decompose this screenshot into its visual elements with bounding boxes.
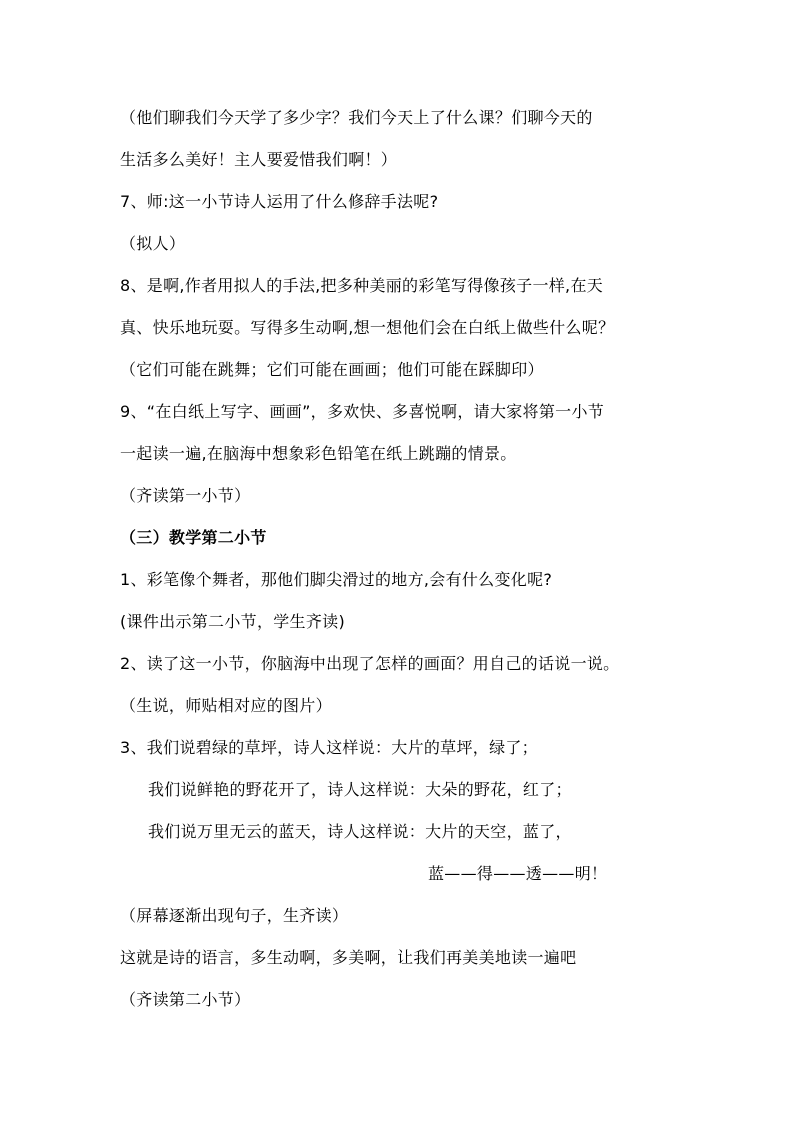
text-line-19: 蓝——得——透——明！ bbox=[428, 864, 608, 883]
text-line-5: 8、是啊,作者用拟人的手法,把多种美丽的彩笔写得像孩子一样,在天 bbox=[120, 276, 604, 295]
text-line-22: （齐读第二小节） bbox=[120, 990, 251, 1009]
text-line-4: （拟人） bbox=[120, 234, 186, 253]
text-line-21: 这就是诗的语言，多生动啊，多美啊，让我们再美美地读一遍吧 bbox=[120, 948, 577, 967]
text-line-3: 7、师:这一小节诗人运用了什么修辞手法呢? bbox=[120, 192, 439, 211]
text-line-16: 3、我们说碧绿的草坪，诗人这样说：大片的草坪，绿了； bbox=[120, 738, 538, 757]
text-line-6: 真、快乐地玩耍。写得多生动啊,想一想他们会在白纸上做些什么呢？ bbox=[120, 318, 615, 337]
text-line-13: (课件出示第二小节，学生齐读) bbox=[120, 612, 345, 631]
section-heading: （三）教学第二小节 bbox=[120, 528, 267, 547]
text-line-15: （生说，师贴相对应的图片） bbox=[120, 696, 332, 715]
text-line-17: 我们说鲜艳的野花开了，诗人这样说：大朵的野花，红了； bbox=[148, 780, 572, 799]
text-line-20: （屏幕逐渐出现句子，生齐读） bbox=[120, 906, 349, 925]
text-line-14: 2、读了这一小节，你脑海中出现了怎样的画面？用自己的话说一说。 bbox=[120, 654, 620, 673]
text-line-2: 生活多么美好！主人要爱惜我们啊！） bbox=[120, 150, 398, 169]
text-line-12: 1、彩笔像个舞者，那他们脚尖滑过的地方,会有什么变化呢? bbox=[120, 570, 553, 589]
text-line-8: 9、“在白纸上写字、画画”，多欢快、多喜悦啊，请大家将第一小节 bbox=[120, 402, 605, 421]
text-line-9: 一起读一遍,在脑海中想象彩色铅笔在纸上跳蹦的情景。 bbox=[120, 444, 517, 463]
text-line-7: （它们可能在跳舞；它们可能在画画；他们可能在踩脚印） bbox=[120, 360, 544, 379]
text-line-18: 我们说万里无云的蓝天，诗人这样说：大片的天空，蓝了， bbox=[148, 822, 572, 841]
text-line-10: （齐读第一小节） bbox=[120, 486, 251, 505]
text-line-1: （他们聊我们今天学了多少字？我们今天上了什么课？们聊今天的 bbox=[120, 108, 593, 127]
